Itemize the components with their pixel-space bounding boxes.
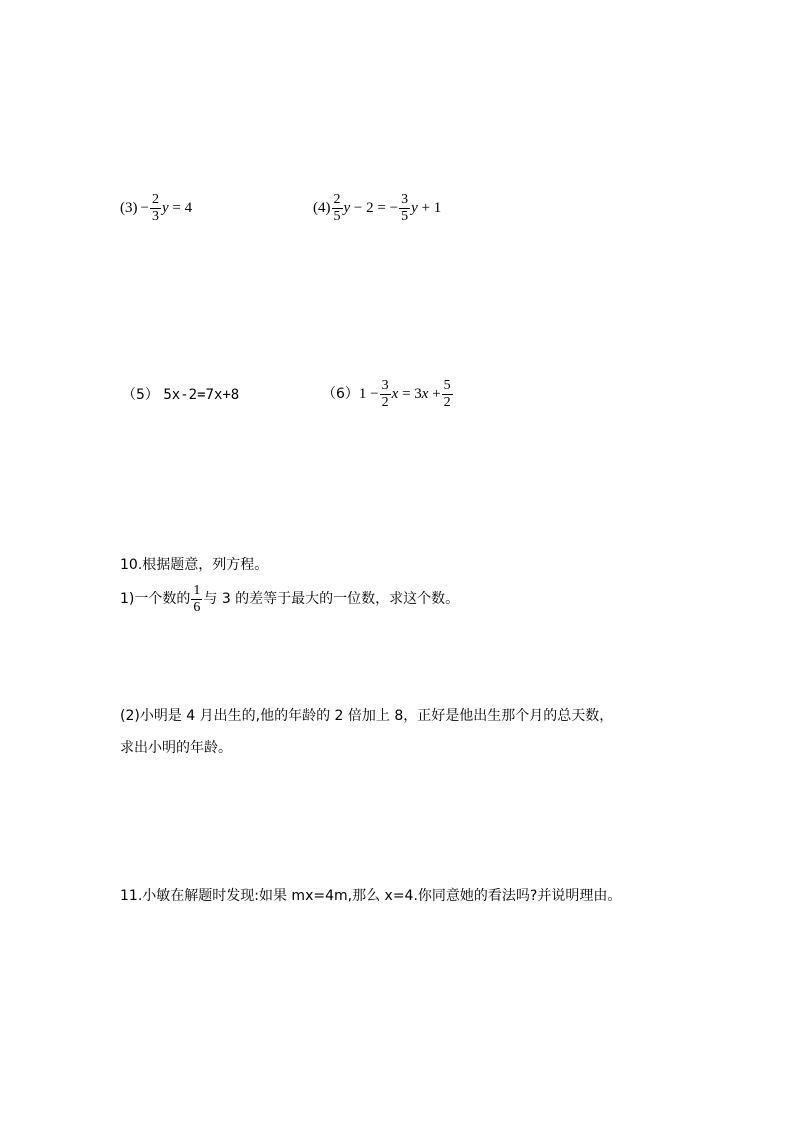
fraction bbox=[380, 379, 391, 410]
fraction-numerator: 3 bbox=[381, 377, 389, 393]
fraction-denominator: 5 bbox=[401, 208, 409, 224]
fraction-numerator: 5 bbox=[443, 377, 451, 393]
question-10-part-2-line-2: 求出小明的年龄。 bbox=[120, 740, 232, 756]
equation-5 bbox=[122, 386, 239, 404]
question-10-part-1-before: 1)一个数的 bbox=[120, 591, 191, 607]
fraction-denominator: 2 bbox=[443, 394, 451, 410]
fraction bbox=[332, 193, 343, 224]
fraction-numerator: 2 bbox=[151, 191, 159, 207]
equation-3-rest: = 4 bbox=[168, 200, 193, 216]
fraction-denominator: 6 bbox=[193, 599, 201, 615]
question-11: 11.小敏在解题时发现:如果 mx=4m,那么 x=4.你同意她的看法吗?并说明理由。 bbox=[120, 888, 622, 904]
equation-4-rest: + 1 bbox=[417, 200, 442, 216]
fraction-numerator: 2 bbox=[333, 191, 341, 207]
minus-sign: − bbox=[140, 200, 149, 216]
equation-6-middle: = 3 bbox=[398, 386, 422, 402]
equation-5-text: 5x-2=7x+8 bbox=[163, 387, 240, 403]
equation-3 bbox=[120, 190, 192, 226]
equation-4 bbox=[313, 190, 441, 226]
fraction bbox=[399, 193, 410, 224]
plus-sign: + bbox=[428, 386, 441, 402]
equation-6-lead: 1 − bbox=[358, 386, 379, 402]
variable-y: y bbox=[343, 200, 351, 216]
variable-y: y bbox=[161, 200, 169, 216]
equation-6 bbox=[322, 376, 454, 412]
equation-6-label: （6） bbox=[322, 386, 359, 402]
fraction bbox=[442, 379, 453, 410]
variable-x: x bbox=[391, 386, 399, 402]
fraction bbox=[191, 584, 202, 615]
variable-x: x bbox=[421, 386, 429, 402]
variable-y: y bbox=[411, 200, 418, 216]
question-10-part-1-after: 与 3 的差等于最大的一位数，求这个数。 bbox=[203, 591, 460, 607]
fraction-denominator: 3 bbox=[151, 208, 159, 224]
question-10-part-2-line-1: (2)小明是 4 月出生的,他的年龄的 2 倍加上 8，正好是他出生那个月的总天数， bbox=[120, 708, 614, 724]
question-10-title: 10.根据题意，列方程。 bbox=[120, 557, 269, 573]
question-10-part-1 bbox=[120, 580, 459, 618]
equation-5-label: （5） bbox=[122, 387, 159, 403]
fraction bbox=[150, 193, 161, 224]
fraction-numerator: 3 bbox=[401, 191, 409, 207]
fraction-numerator: 1 bbox=[193, 582, 201, 598]
equation-4-middle: − 2 = − bbox=[350, 200, 399, 216]
equation-4-label: (4) bbox=[313, 200, 331, 216]
equation-3-label: (3) bbox=[120, 200, 138, 216]
fraction-denominator: 2 bbox=[381, 394, 389, 410]
fraction-denominator: 5 bbox=[333, 208, 341, 224]
